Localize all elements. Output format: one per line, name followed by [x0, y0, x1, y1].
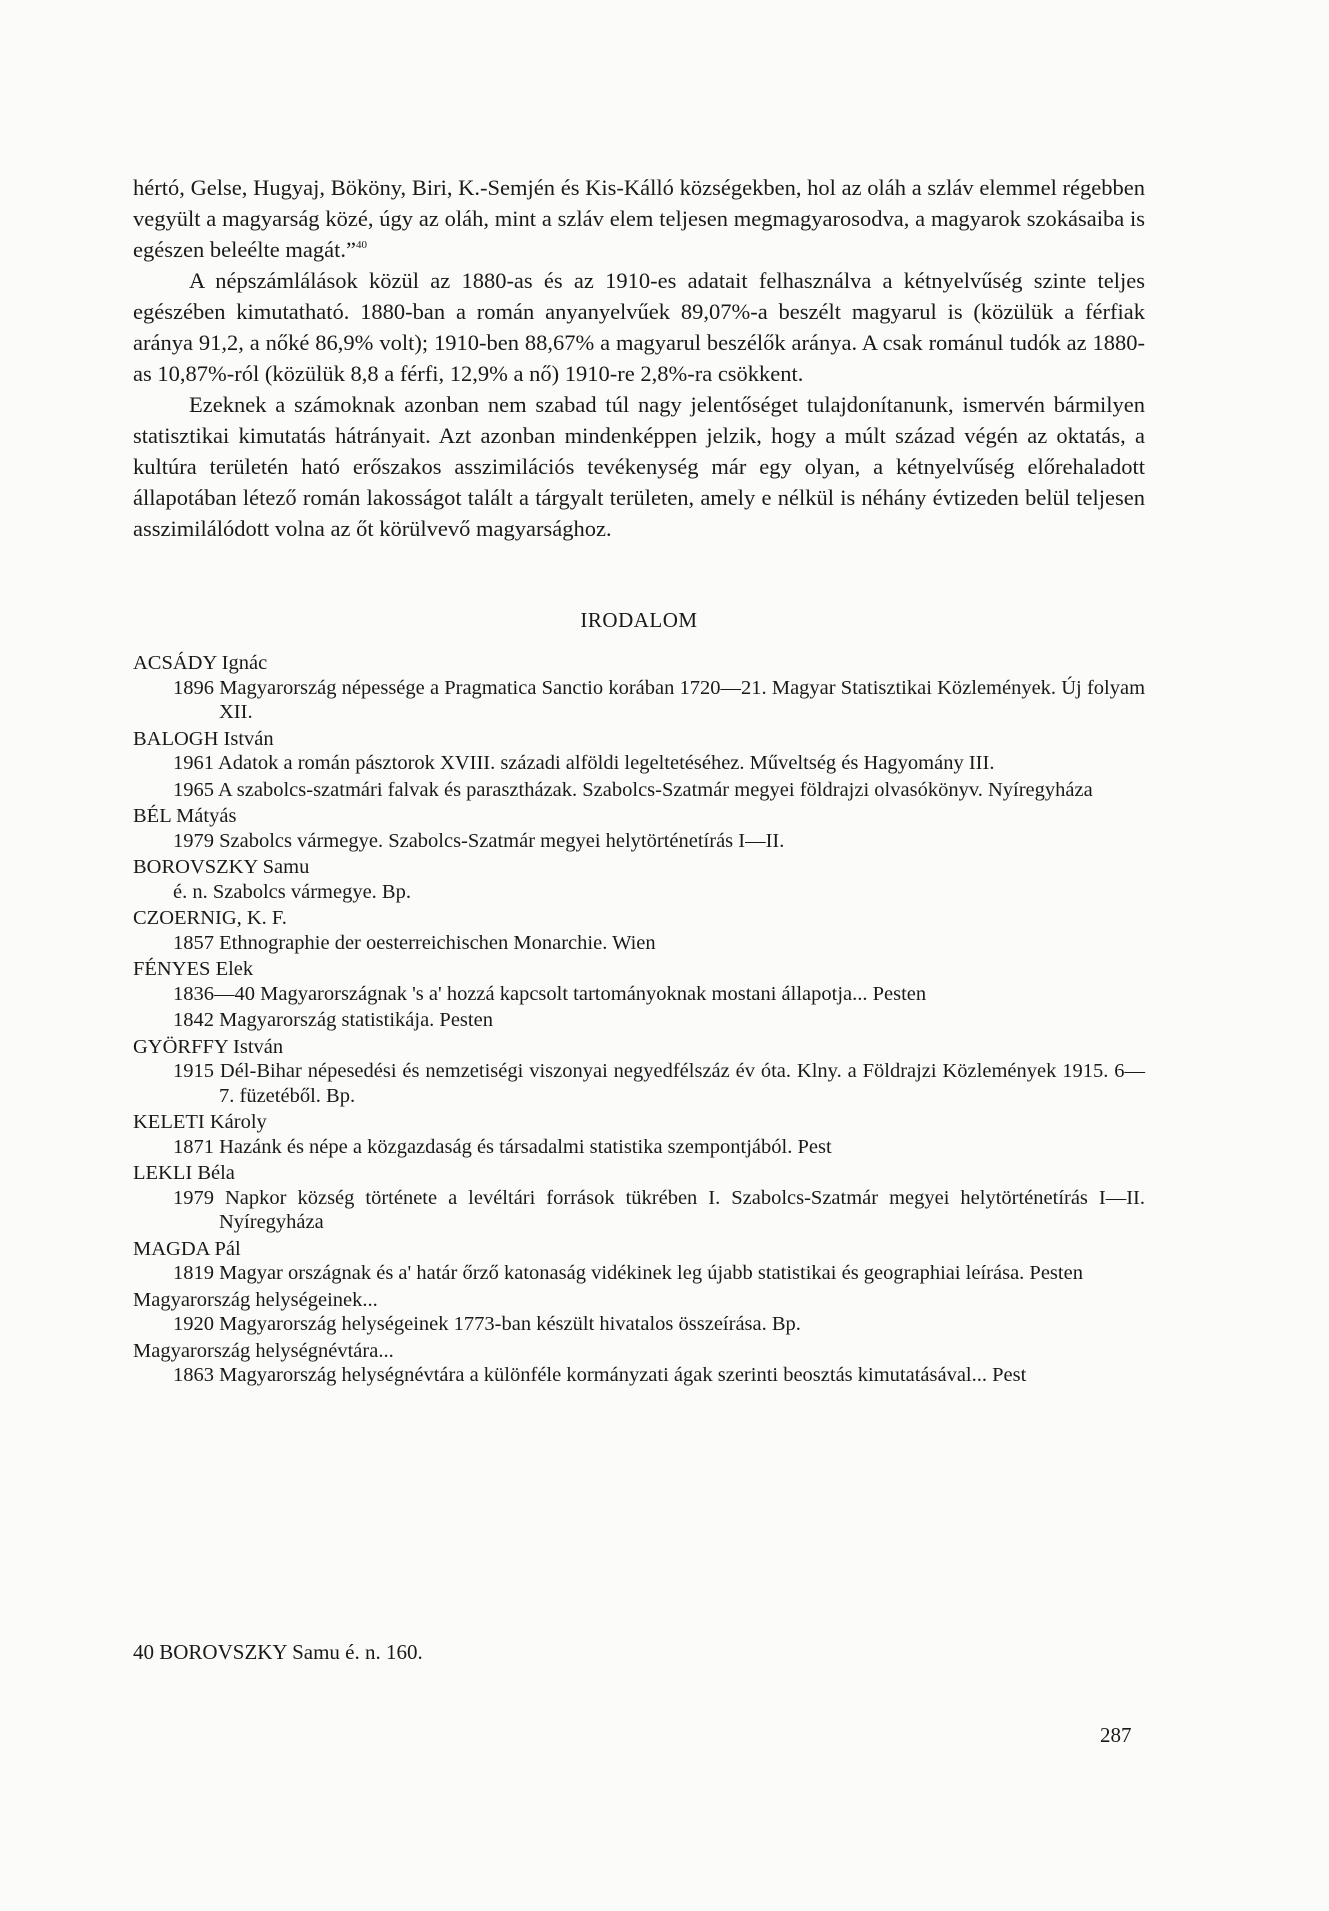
entry-year: 1965: [173, 778, 214, 801]
bibliography-entry: [133, 1363, 1145, 1388]
entry-text: Magyarország statistikája. Pesten: [219, 1009, 493, 1031]
entry-year: 1979: [173, 1186, 214, 1209]
bibliography-entry: [133, 982, 1145, 1007]
entry-text: A szabolcs-szatmári falvak és parasztházak. Szabolcs-Szatmár megyei földrajzi olvasókönyv. Nyíregyháza: [218, 778, 1093, 801]
footnote: 40 BOROVSZKY Samu é. n. 160.: [133, 1640, 423, 1664]
paragraph: [133, 172, 1145, 265]
entry-text: Magyarország helységeinek 1773-ban készült hivatalos összeírása. Bp.: [219, 1313, 801, 1335]
entry-year: 1842: [173, 1009, 214, 1031]
bibliography-entry: [133, 1312, 1145, 1337]
bibliography-author: FÉNYES Elek: [133, 958, 254, 980]
body-text: [133, 172, 1145, 544]
entry-text: Magyarország népessége a Pragmatica Sanctio korában 1720—21. Magyar Statisztikai Közlemények. Új folyam XII.: [219, 676, 1146, 723]
entry-text: Ethnographie der oesterreichischen Monarchie. Wien: [219, 931, 656, 954]
bibliography-author: LEKLI Béla: [133, 1162, 235, 1184]
paragraph: [133, 265, 1145, 389]
bibliography-entry: [133, 778, 1145, 803]
bibliography-author: Magyarország helységnévtára...: [133, 1339, 394, 1362]
entry-text: Magyarországnak 's a' hozzá kapcsolt tartományoknak mostani állapotja... Pesten: [260, 982, 927, 1005]
bibliography-entry: [133, 1008, 1145, 1033]
paragraph-text: A népszámlálások közül az 1880-as és az 1910-es adatait felhasználva a kétnyelvűség szinte teljes egészében kimutatható. 1880-ban a román anyanyelvűek 89,07%-a beszélt magyarul is (közülük a férfiak aránya 91,2, a nőké 86,9% volt); 1910-ben 88,67% a magyarul beszélők aránya. A csak románul tudók az 1880-as 10,87%-ról (közülük 8,8 a férfi, 12,9% a nő) 1910-re 2,8%-ra csökkent.: [133, 268, 1145, 386]
footnote-reference: 40: [356, 239, 367, 251]
entry-year: 1871: [173, 1135, 214, 1158]
bibliography-author: GYÖRFFY István: [133, 1035, 284, 1058]
entry-text: Magyar országnak és a' határ őrző katonaság vidékinek leg újabb statistikai és geographiai leírása. Pesten: [219, 1262, 1083, 1284]
bibliography-entry: [133, 1186, 1145, 1235]
entry-year: 1819: [173, 1262, 214, 1284]
entry-year: 1857: [173, 931, 214, 954]
bibliography-heading: IRODALOM: [580, 608, 698, 632]
bibliography-author: ACSÁDY Ignác: [133, 652, 268, 674]
bibliography-author: MAGDA Pál: [133, 1237, 241, 1260]
entry-year: 1863: [173, 1364, 214, 1386]
page-content: [133, 172, 1145, 1390]
entry-year: 1961: [173, 752, 214, 774]
bibliography-entry: [133, 1261, 1145, 1286]
page-number: 287: [1100, 1723, 1132, 1747]
bibliography-list: [133, 651, 1145, 1388]
bibliography-entry: [133, 751, 1145, 776]
bibliography-author: BOROVSZKY Samu: [133, 856, 310, 878]
entry-text: Dél-Bihar népesedési és nemzetiségi viszonyai negyedfélszáz év óta. Klny. a Földrajzi Közlemények 1915. 6—7. füzetéből. Bp.: [219, 1060, 1145, 1107]
bibliography-author: BALOGH István: [133, 727, 274, 750]
bibliography-author: KELETI Károly: [133, 1111, 267, 1133]
bibliography-entry: [133, 829, 1145, 854]
paragraph: [133, 389, 1145, 544]
entry-text: Szabolcs vármegye. Bp.: [212, 880, 411, 903]
paragraph-text: Ezeknek a számoknak azonban nem szabad túl nagy jelentőséget tulajdonítanunk, ismervén bármilyen statisztikai kimutatás hátrányait. Azt azonban mindenképpen jelzik, hogy a múlt század végén az oktatás, a kultúra területén ható erőszakos asszimilációs tevékenység már egy olyan, a kétnyelvűség előrehaladott állapotában létező román lakosságot talált a tárgyalt területen, amely e nélkül is néhány évtizeden belül teljesen asszimilálódott volna az őt körülvevő magyarsághoz.: [133, 392, 1145, 541]
entry-year: é. n.: [173, 880, 208, 903]
bibliography-entry: [133, 1059, 1145, 1108]
entry-text: Hazánk és népe a közgazdaság és társadalmi statistika szempontjából. Pest: [219, 1135, 832, 1158]
entry-text: Szabolcs vármegye. Szabolcs-Szatmár megyei helytörténetírás I—II.: [219, 829, 785, 852]
bibliography-author: BÉL Mátyás: [133, 805, 237, 827]
paragraph-text: hértó, Gelse, Hugyaj, Bököny, Biri, K.-Semjén és Kis-Kálló községekben, hol az oláh a szláv elemmel régebben vegyült a magyarság közé, úgy az oláh, mint a szláv elem teljesen megmagyarosodva, a magyarok szokásaiba is egészen beleélte magát.”: [133, 175, 1145, 262]
bibliography-entry: [133, 880, 1145, 905]
entry-text: Magyarország helységnévtára a különféle kormányzati ágak szerinti beosztás kimutatásával... Pest: [219, 1364, 1027, 1386]
entry-year: 1836—40: [173, 982, 255, 1005]
bibliography-author: Magyarország helységeinek...: [133, 1288, 378, 1311]
entry-year: 1979: [173, 829, 214, 852]
entry-year: 1920: [173, 1313, 214, 1335]
bibliography-entry: [133, 1135, 1145, 1160]
bibliography-entry: [133, 676, 1145, 725]
entry-year: 1915: [173, 1060, 214, 1082]
entry-text: Napkor község története a levéltári források tükrében I. Szabolcs-Szatmár megyei helytörténetírás I—II. Nyíregyháza: [219, 1186, 1146, 1233]
entry-text: Adatok a román pásztorok XVIII. századi alföldi legeltetéséhez. Műveltség és Hagyomány III.: [218, 752, 995, 774]
bibliography-author: CZOERNIG, K. F.: [133, 907, 287, 929]
entry-year: 1896: [173, 676, 214, 699]
bibliography-entry: [133, 931, 1145, 956]
